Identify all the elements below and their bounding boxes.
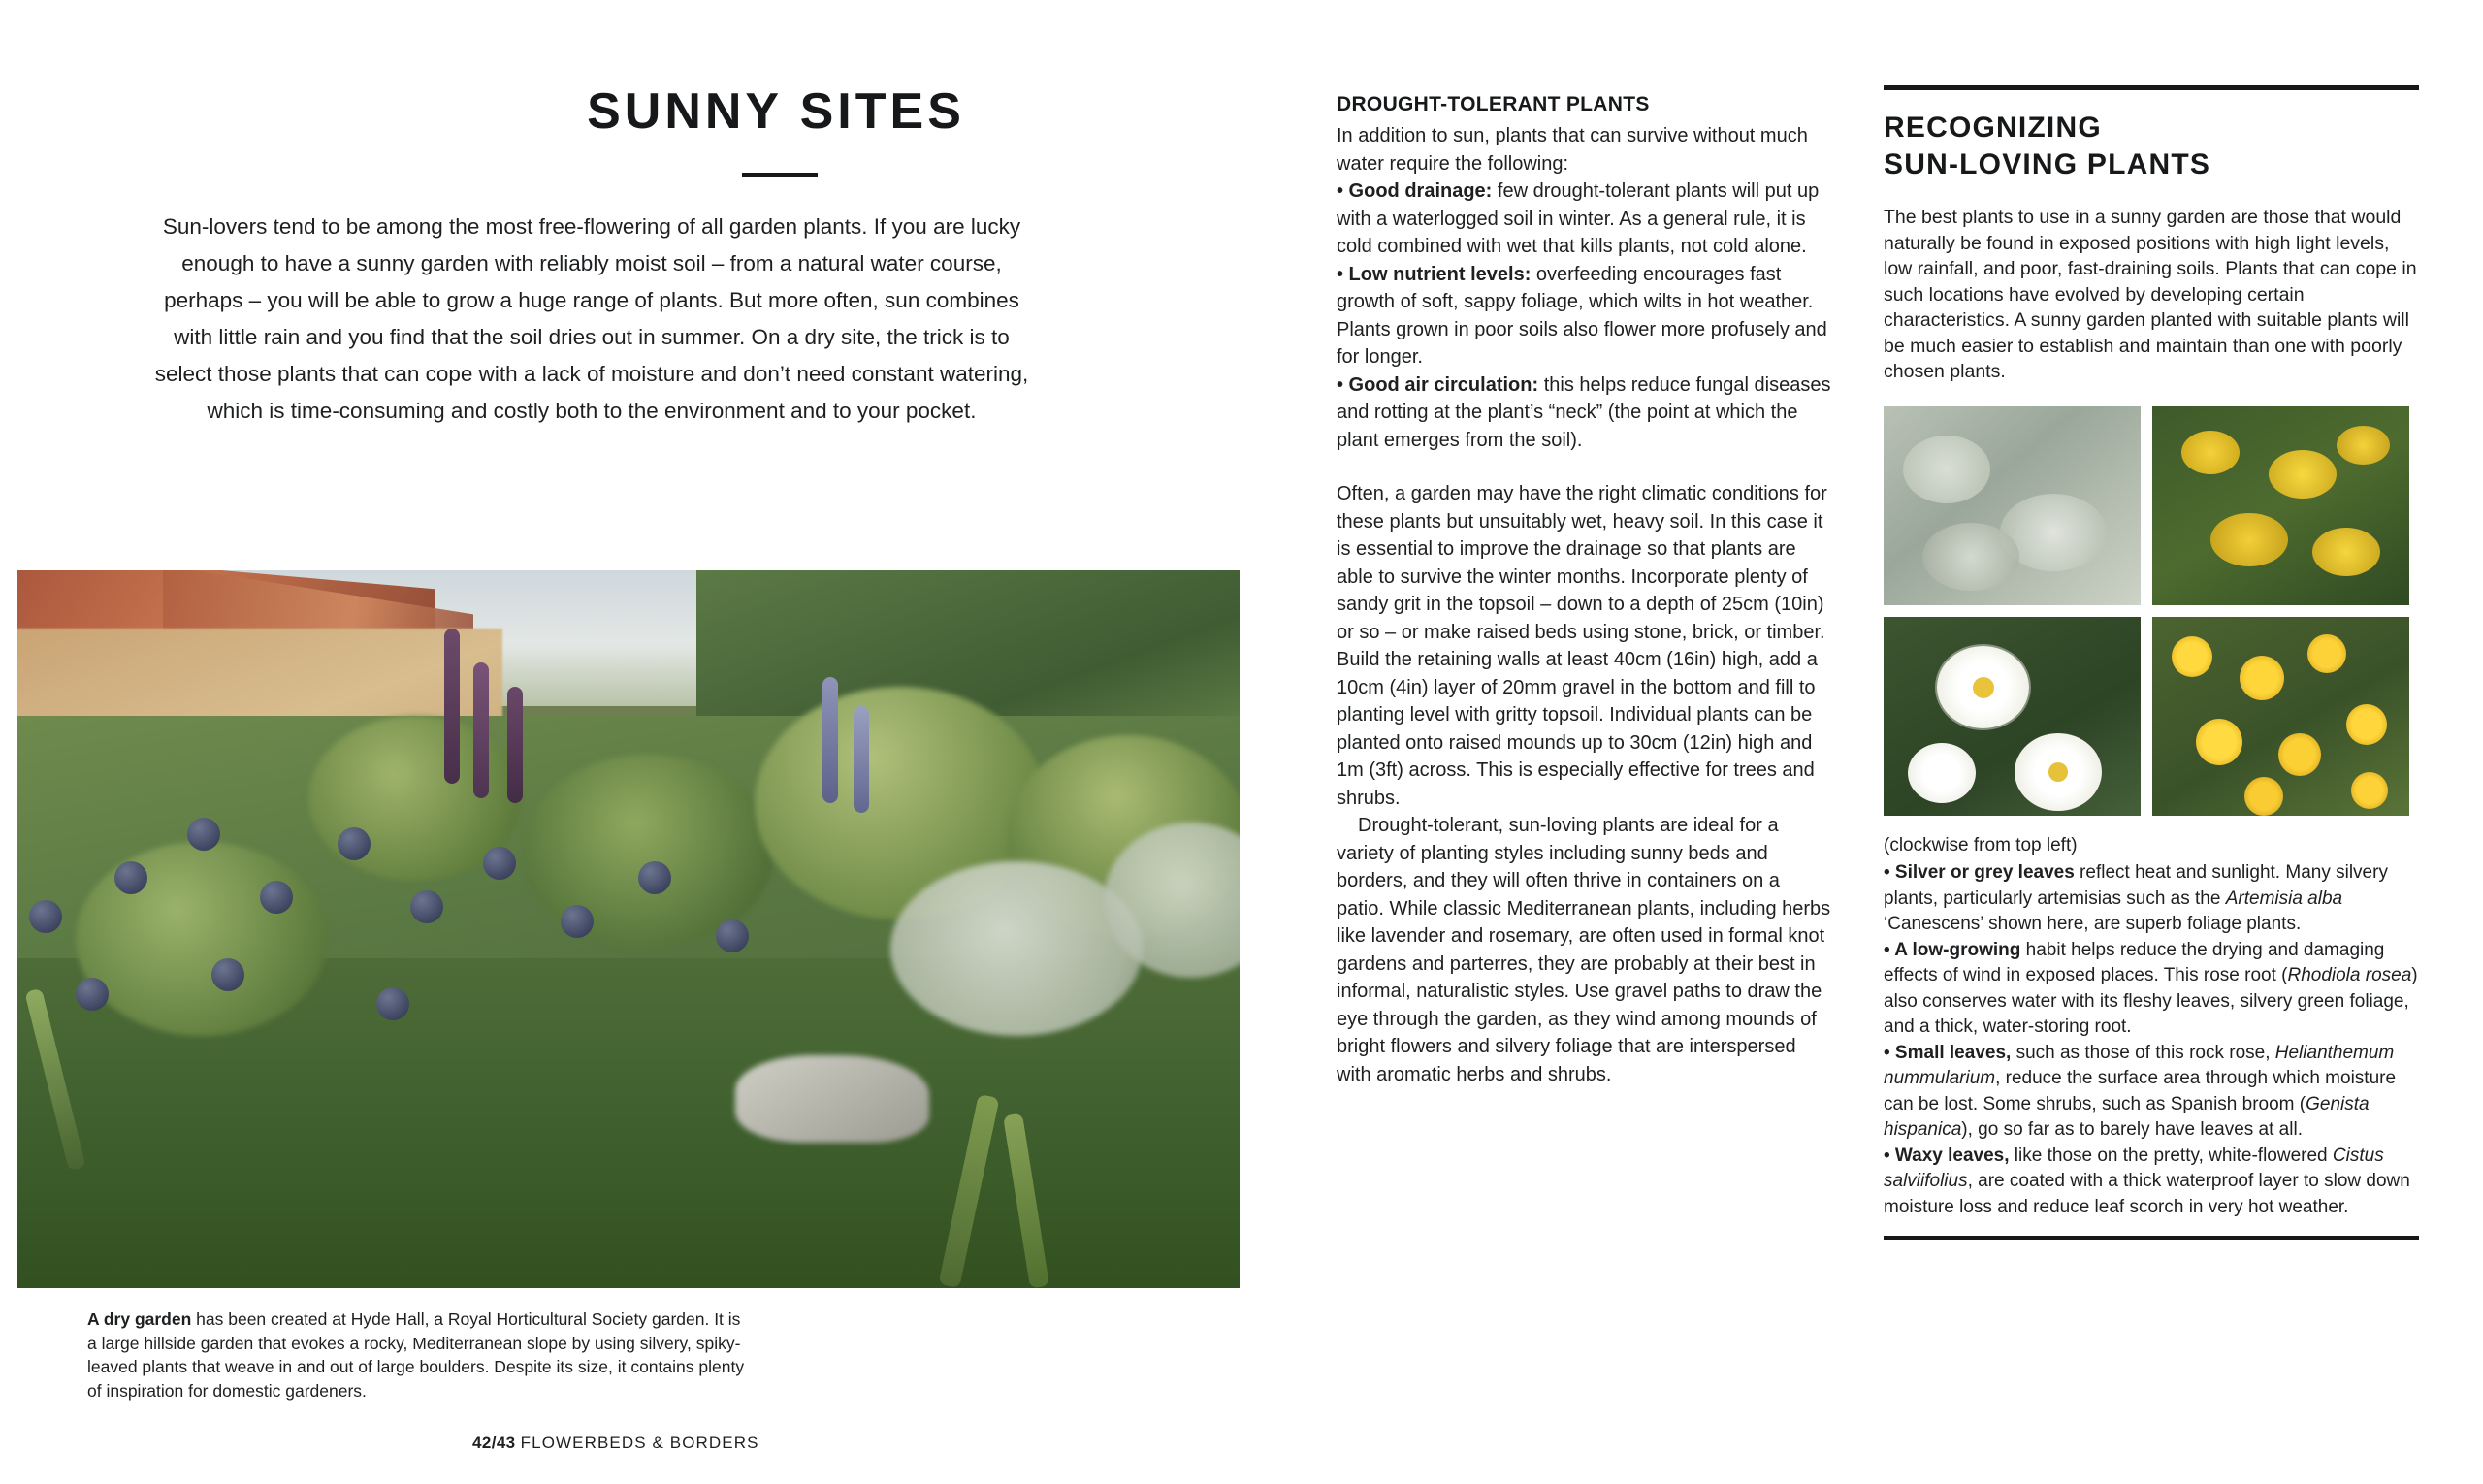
photo-globe-thistle — [376, 987, 409, 1020]
bullet-text-3: ), go so far as to barely have leaves at all. — [1961, 1119, 2303, 1140]
title-divider — [742, 173, 818, 177]
sidebar-bottom-rule — [1884, 1236, 2419, 1240]
photo-globe-thistle — [561, 905, 594, 938]
photo-shrub — [76, 842, 328, 1036]
caption-text: has been created at Hyde Hall, a Royal Horticultural Society garden. It is a large hillside garden that evokes a rocky, Mediterranean slope by using silvery, spiky-leaved plants that weave in and out of large boulders. Despite its size, it contains plenty of inspiration for domestic gardeners. — [87, 1309, 745, 1401]
bullet-lead: • Low nutrient levels: — [1337, 263, 1532, 285]
bullet-text: habit helps reduce the drying and damaging effects of wind in exposed places. This rose root ( — [1884, 939, 2385, 985]
intro-paragraph: Sun-lovers tend to be among the most free-flowering of all garden plants. If you are lucky enough to have a sunny garden with reliably moist soil – from a natural water course, perhaps – you will be able to grow a huge range of plants. But more often, sun combines with little rain and you find that the soil dries out in summer. On a dry site, the trick is to select those plants that can cope with a lack of moisture and don’t need constant watering, which is time-consuming and costly both to the environment and to your pocket. — [154, 214, 1029, 423]
photo-globe-thistle — [716, 919, 749, 952]
yellow-bloom — [2181, 431, 2240, 474]
bullet-text-2: ) also conserves water with its fleshy leaves, silvery green foliage, and a thick, water-storing root. — [1884, 965, 2418, 1037]
foliage-texture — [1903, 436, 1990, 503]
photo-yellow-daisies — [2152, 617, 2409, 816]
photo-flower-spike — [822, 677, 838, 803]
middle-column — [1337, 93, 1831, 1088]
yellow-daisy — [2351, 772, 2388, 809]
yellow-daisy — [2172, 636, 2212, 677]
bullet-italic: Helianthemum nummularium — [1884, 1042, 2395, 1088]
yellow-bloom — [2210, 513, 2288, 566]
yellow-bloom — [2269, 450, 2337, 499]
sidebar-title-line2: SUN-LOVING PLANTS — [1884, 148, 2211, 180]
bullet-lead: • Small leaves, — [1884, 1042, 2012, 1063]
bullet-italic: Cistus salviifolius — [1884, 1145, 2384, 1191]
page-title: SUNNY SITES — [587, 83, 965, 140]
drought-intro-paragraph: In addition to sun, plants that can survive without much water require the following: — [1337, 125, 1808, 175]
bullet-text: few drought-tolerant plants will put up with a waterlogged soil in winter. As a general rule, it is cold combined with wet that kills plants, not cold alone. — [1337, 180, 1820, 257]
bullet-text-2: , are coated with a thick waterproof layer to slow down moisture loss and reduce leaf scorch in very hot weather. — [1884, 1171, 2410, 1217]
bullet-lead: • Silver or grey leaves — [1884, 862, 2075, 883]
bullet-text: overfeeding encourages fast growth of soft, sappy foliage, which wilts in hot weather. Plants grown in poor soils also flower more profusely and for longer. — [1337, 263, 1827, 368]
bullet-waxy-leaves — [1884, 1144, 2419, 1221]
photo-caption — [87, 1307, 747, 1403]
bullet-low-nutrient — [1337, 261, 1831, 371]
bullet-lead: • Waxy leaves, — [1884, 1145, 2010, 1166]
dry-garden-photo — [17, 570, 1240, 1288]
photo-globe-thistle — [260, 881, 293, 914]
bullet-good-drainage — [1337, 177, 1831, 261]
photo-boulder — [735, 1055, 929, 1143]
yellow-bloom — [2312, 528, 2380, 576]
white-flower — [1908, 743, 1976, 803]
bullet-text: this helps reduce fungal diseases and rotting at the plant’s “neck” (the point at which the plant emerges from the soil). — [1337, 373, 1831, 451]
yellow-daisy — [2346, 704, 2387, 745]
yellow-daisy — [2307, 634, 2346, 673]
foliage-texture — [1922, 523, 2019, 591]
bullet-text: reflect heat and sunlight. Many silvery plants, particularly artemisias such as the — [1884, 862, 2388, 909]
yellow-daisy — [2196, 719, 2242, 765]
photo-flower-spike — [854, 706, 869, 813]
paragraph-spacer — [1337, 454, 1831, 480]
drainage-improvement-paragraph: Often, a garden may have the right climatic conditions for these plants but unsuitably wet, heavy soil. In this case it is essential to improve the drainage so that plants are able to survive the winter months. Incorporate plenty of sandy grit in the topsoil – down to a depth of 25cm (10in) or so – or make raised beds using stone, brick, or timber. Build the retaining walls at least 40cm (16in) high, add a 10cm (4in) layer of 20mm gravel in the bottom and fill to planting level with gritty topsoil. Individual plants can be planted onto raised mounds up to 30cm (12in) high and 1m (3ft) across. This is especially effective for trees and shrubs. — [1337, 483, 1827, 809]
bullet-italic-2: Genista hispanica — [1884, 1093, 2370, 1140]
photo-white-rock-rose — [1884, 617, 2141, 816]
photo-flower-spike — [473, 662, 489, 798]
sidebar-title-line1: RECOGNIZING — [1884, 112, 2102, 144]
bullet-lead: • A low-growing — [1884, 939, 2021, 960]
photo-globe-thistle — [211, 958, 244, 991]
photo-globe-thistle — [410, 890, 443, 923]
bullet-text-2: , reduce the surface area through which moisture can be lost. Some shrubs, such as Spanish broom ( — [1884, 1068, 2397, 1114]
bullet-text: like those on the pretty, white-flowered — [2009, 1145, 2333, 1166]
photo-flower-spike — [444, 629, 460, 784]
planting-styles-paragraph: Drought-tolerant, sun-loving plants are ideal for a variety of planting styles including sunny beds and borders, and they will often thrive in containers on a patio. While classic Mediterranean plants, including herbs like lavender and rosemary, are often used in formal knot gardens and parterres, they are probably at their best in informal, naturalistic styles. Use gravel paths to draw the eye through the garden, as they wind among mounds of bright flowers and silvery foliage that are interspersed with aromatic herbs and shrubs. — [1337, 815, 1831, 1085]
bullet-silver-grey-leaves — [1884, 860, 2419, 938]
photo-globe-thistle — [76, 978, 109, 1011]
yellow-daisy — [2240, 656, 2284, 700]
folio-section: FLOWERBEDS & BORDERS — [520, 1434, 759, 1452]
clockwise-note: (clockwise from top left) — [1884, 834, 2078, 855]
bullet-text-2: ‘Canescens’ shown here, are superb foliage plants. — [1884, 914, 2302, 934]
photo-globe-thistle — [187, 818, 220, 851]
white-flower-center — [2048, 762, 2068, 782]
bullet-lead: • Good drainage: — [1337, 180, 1493, 202]
yellow-daisy — [2244, 777, 2283, 816]
sidebar-top-rule — [1884, 85, 2419, 90]
bullet-text: such as those of this rock rose, — [2011, 1042, 2275, 1063]
photo-globe-thistle — [483, 847, 516, 880]
sidebar-title — [1884, 110, 2419, 183]
bullet-air-circulation — [1337, 371, 1831, 455]
right-sidebar — [1884, 85, 2419, 1240]
yellow-daisy — [2278, 733, 2321, 776]
caption-lead: A dry garden — [87, 1309, 192, 1329]
sidebar-intro: The best plants to use in a sunny garden are those that would naturally be found in exposed positions with high light levels, low rainfall, and poor, fast-draining soils. Plants that can cope in such locations have evolved by developing certain characteristics. A sunny garden planted with suitable plants will be much easier to establish and maintain than one with poorly chosen plants. — [1884, 207, 2417, 382]
photo-globe-thistle — [338, 827, 371, 860]
folio-number: 42/43 — [472, 1434, 516, 1452]
photo-globe-thistle — [114, 861, 147, 894]
photo-artemisia-silver-foliage — [1884, 406, 2141, 605]
white-flower-center — [1973, 677, 1994, 698]
bullet-italic: Rhodiola rosea — [2287, 965, 2412, 985]
bullet-small-leaves — [1884, 1041, 2419, 1144]
plant-photo-grid — [1884, 406, 2419, 816]
photo-yellow-flowering-shrub — [2152, 406, 2409, 605]
page-folio — [472, 1434, 759, 1453]
bullet-lead: • Good air circulation: — [1337, 373, 1539, 396]
bullet-italic: Artemisia alba — [2225, 887, 2343, 909]
photo-flower-spike — [507, 687, 523, 803]
drought-tolerant-heading: DROUGHT-TOLERANT PLANTS — [1337, 93, 1650, 115]
yellow-bloom — [2337, 426, 2390, 465]
photo-globe-thistle — [638, 861, 671, 894]
bullet-low-growing — [1884, 938, 2419, 1041]
photo-globe-thistle — [29, 900, 62, 933]
